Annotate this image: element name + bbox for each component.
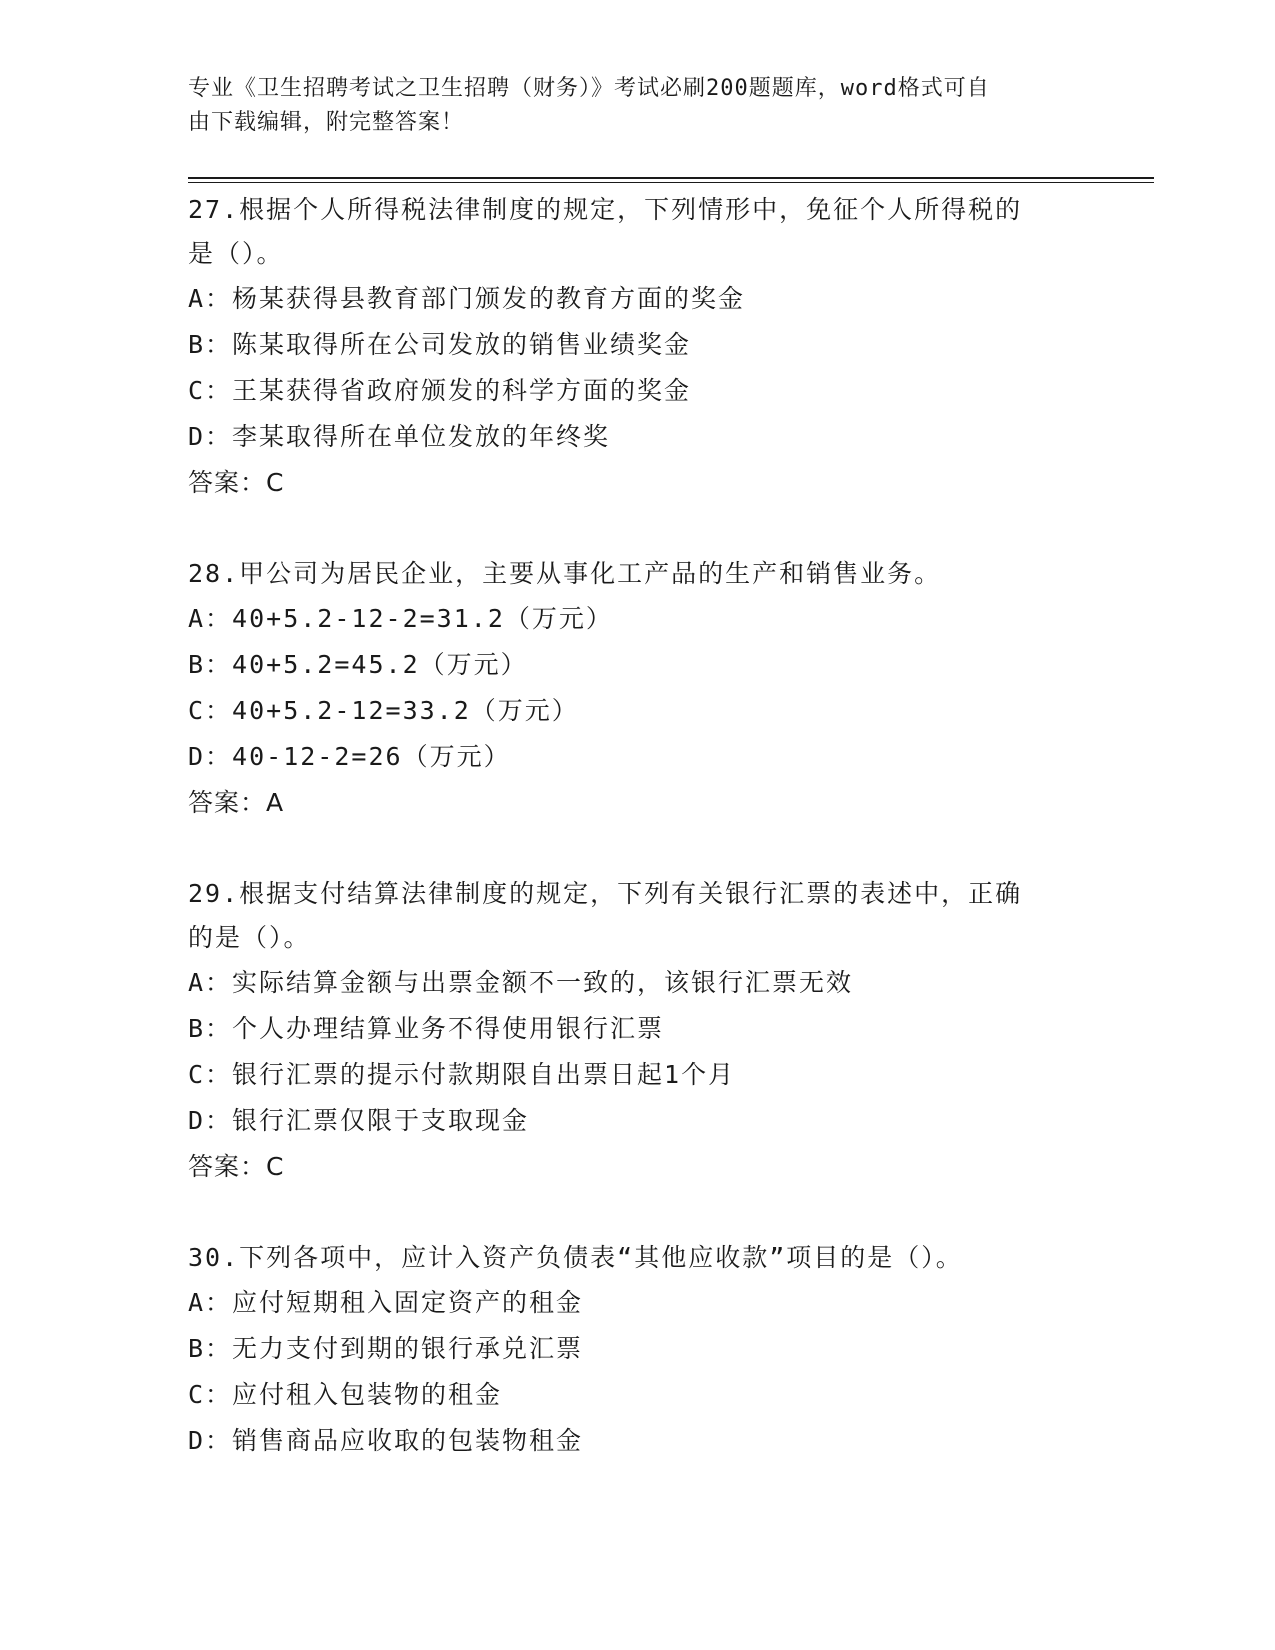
option-b: B：个人办理结算业务不得使用银行汇票	[188, 1014, 665, 1043]
option-d: D：银行汇票仅限于支取现金	[188, 1106, 530, 1135]
header-divider-thin	[188, 182, 1154, 183]
question-text-continued: 的是（）。	[188, 923, 311, 952]
option-c: C：王某获得省政府颁发的科学方面的奖金	[188, 376, 692, 405]
option-a: A：应付短期租入固定资产的租金	[188, 1288, 584, 1317]
question-text-continued: 是（）。	[188, 239, 284, 268]
question-text: 27.根据个人所得税法律制度的规定，下列情形中，免征个人所得税的	[188, 195, 1023, 224]
option-a: A：实际结算金额与出票金额不一致的，该银行汇票无效	[188, 968, 854, 997]
answer: 答案：C	[188, 1152, 285, 1181]
option-d: D：销售商品应收取的包装物租金	[188, 1426, 584, 1455]
header-divider-thick	[188, 177, 1154, 179]
question-27	[188, 188, 1108, 506]
question-28	[188, 552, 1108, 826]
option-b: B：40+5.2=45.2（万元）	[188, 650, 528, 679]
question-text: 30.下列各项中，应计入资产负债表“其他应收款”项目的是（）。	[188, 1243, 963, 1272]
option-d: D：40-12-2=26（万元）	[188, 742, 511, 771]
option-a: A：杨某获得县教育部门颁发的教育方面的奖金	[188, 284, 746, 313]
option-c: C：银行汇票的提示付款期限自出票日起1个月	[188, 1060, 736, 1089]
question-list	[188, 188, 1108, 1510]
header-line-2: 由下载编辑，附完整答案！	[188, 110, 465, 135]
option-c: C：应付租入包装物的租金	[188, 1380, 503, 1409]
option-a: A：40+5.2-12-2=31.2（万元）	[188, 604, 613, 633]
option-c: C：40+5.2-12=33.2（万元）	[188, 696, 579, 725]
question-30	[188, 1236, 1108, 1464]
question-29	[188, 872, 1108, 1190]
header-line-1: 专业《卫生招聘考试之卫生招聘（财务）》考试必刷200题题库，word格式可自	[188, 76, 990, 101]
answer: 答案：A	[188, 788, 285, 817]
answer: 答案：C	[188, 468, 285, 497]
document-header	[188, 72, 1068, 140]
option-d: D：李某取得所在单位发放的年终奖	[188, 422, 611, 451]
question-text: 29.根据支付结算法律制度的规定，下列有关银行汇票的表述中，正确	[188, 879, 1023, 908]
option-b: B：陈某取得所在公司发放的销售业绩奖金	[188, 330, 692, 359]
option-b: B：无力支付到期的银行承兑汇票	[188, 1334, 584, 1363]
question-text: 28.甲公司为居民企业，主要从事化工产品的生产和销售业务。	[188, 559, 942, 588]
